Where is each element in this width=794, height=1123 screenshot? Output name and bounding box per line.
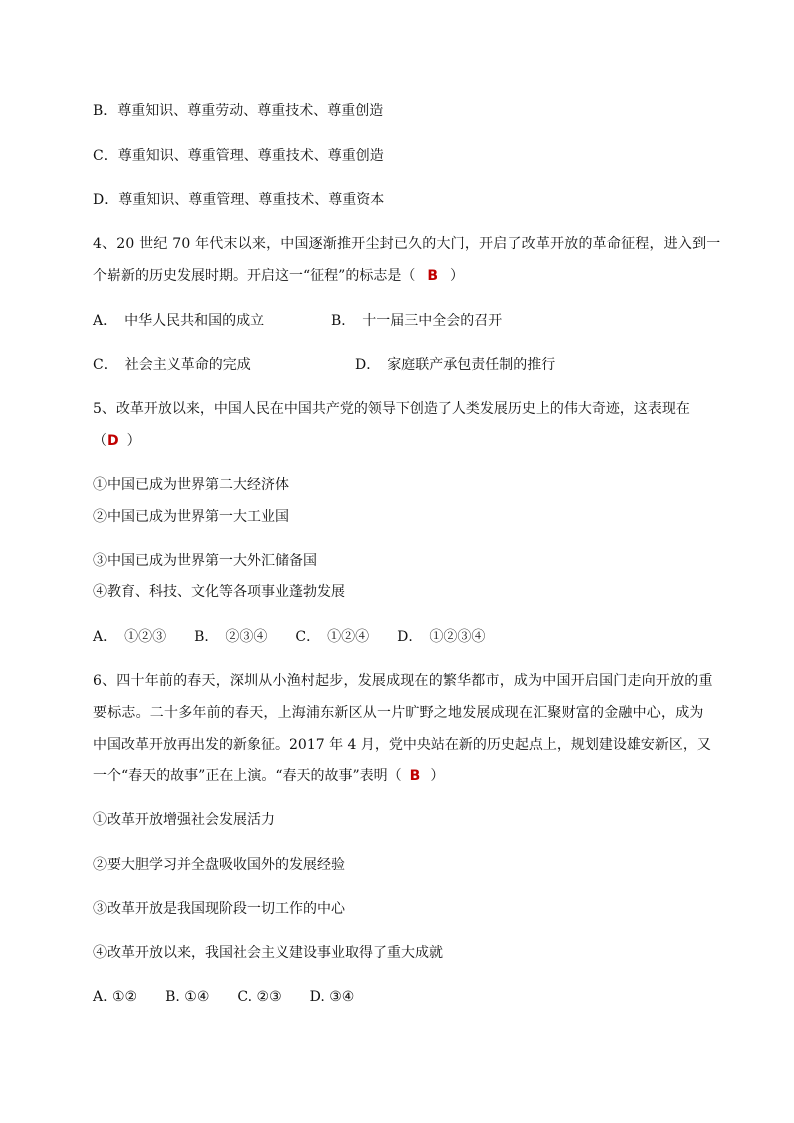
q4-answer: B: [427, 268, 438, 284]
q6-stem-line2: 要标志。二十多年前的春天，上海浦东新区从一片旷野之地发展成现在汇聚财富的金融中心，成为: [93, 705, 704, 721]
q4-options-row2: [93, 356, 555, 374]
q6-stem-line1: 6、四十年前的春天，深圳从小渔村起步，发展成现在的繁华都市，成为中国开启国门走向开放的重: [93, 673, 713, 689]
q5-stem-line1: 5、改革开放以来，中国人民在中国共产党的领导下创造了人类发展历史上的伟大奇迹，这表现在: [93, 401, 690, 417]
q4-option-d: D． 家庭联产承包责任制的推行: [355, 357, 556, 373]
q6-stem-line3: 中国改革开放再出发的新象征。2017 年 4 月，党中央站在新的历史起点上，规划建设雄安新区，又: [93, 737, 711, 753]
q5-paren-open: （: [93, 433, 107, 449]
q3-option-d: D．尊重知识、尊重管理、尊重技术、尊重资本: [93, 192, 385, 208]
q5-paren-close: ）: [126, 433, 141, 449]
q4-stem-text: 个崭新的历史发展时期。开启这一“征程”的标志是（: [93, 268, 416, 284]
q6-options: A. ①② B. ①④ C. ②③ D. ③④: [93, 989, 355, 1005]
q4-paren-close: ）: [450, 268, 464, 284]
q3-option-c: C．尊重知识、尊重管理、尊重技术、尊重创造: [93, 148, 384, 164]
q6-stem-line4: [93, 767, 444, 785]
q6-answer: B: [409, 768, 421, 784]
q6-paren-close: ）: [430, 768, 445, 784]
q5-answer: D: [107, 433, 119, 449]
q4-options-row1: [93, 312, 502, 330]
q5-options: A． ①②③ B． ②③④ C． ①②④ D． ①②③④: [93, 629, 486, 645]
q6-item-3: ③改革开放是我国现阶段一切工作的中心: [93, 901, 345, 917]
q5-stem-line2: [93, 432, 141, 450]
q6-item-2: ②要大胆学习并全盘吸收国外的发展经验: [93, 857, 345, 873]
q4-option-c: C． 社会主义革命的完成: [93, 357, 251, 373]
q4-option-b: B． 十一届三中全会的召开: [331, 313, 503, 329]
q5-item-2: ②中国已成为世界第一大工业国: [93, 509, 289, 525]
q4-stem-line1: 4、20 世纪 70 年代末以来，中国逐渐推开尘封已久的大门，开启了改革开放的革命征程，进入到一: [93, 236, 721, 252]
q4-stem-line2: [93, 267, 464, 285]
q6-stem-text: 一个“春天的故事”正在上演。“春天的故事”表明（: [93, 768, 402, 784]
q6-item-1: ①改革开放增强社会发展活力: [93, 812, 275, 828]
q5-item-3: ③中国已成为世界第一大外汇储备国: [93, 553, 317, 569]
q3-option-b: B．尊重知识、尊重劳动、尊重技术、尊重创造: [93, 103, 384, 119]
q4-option-a: A． 中华人民共和国的成立: [93, 313, 265, 329]
q5-item-4: ④教育、科技、文化等各项事业蓬勃发展: [93, 584, 345, 600]
q6-item-4: ④改革开放以来，我国社会主义建设事业取得了重大成就: [93, 945, 443, 961]
q5-item-1: ①中国已成为世界第二大经济体: [93, 477, 289, 493]
